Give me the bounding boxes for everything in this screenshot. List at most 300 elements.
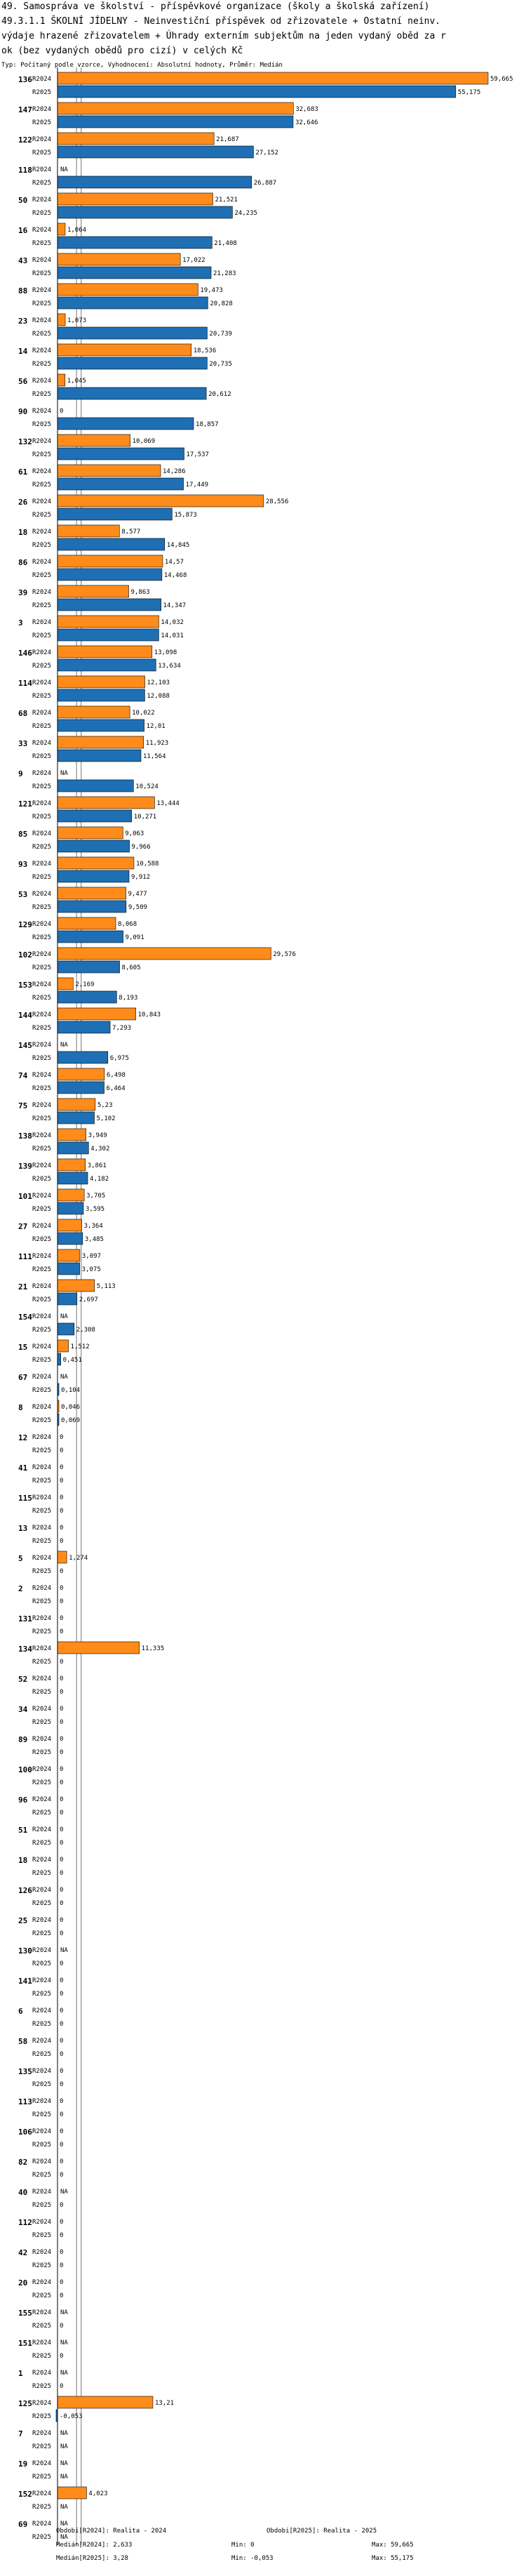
bar-r2025 bbox=[58, 1112, 95, 1124]
series-label: R2024 bbox=[32, 2460, 52, 2467]
value-label: 0,451 bbox=[62, 1357, 82, 1364]
category-label: 42 bbox=[18, 2248, 28, 2257]
max-r2025: Max: 55,175 bbox=[372, 2555, 414, 2562]
series-label: R2024 bbox=[32, 2189, 52, 2196]
bar-r2024 bbox=[58, 72, 488, 84]
value-label: 0 bbox=[60, 1960, 64, 1967]
series-label: R2025 bbox=[32, 150, 52, 157]
bar-r2025 bbox=[58, 659, 156, 671]
value-label: 3,075 bbox=[81, 1266, 101, 1273]
value-label: 29,576 bbox=[273, 951, 296, 958]
series-label: R2025 bbox=[32, 1991, 52, 1998]
series-label: R2025 bbox=[32, 512, 52, 519]
value-label: 8,068 bbox=[118, 921, 137, 928]
value-label: 0 bbox=[60, 1508, 64, 1515]
value-label: 0 bbox=[60, 1719, 64, 1726]
series-label: R2025 bbox=[32, 2021, 52, 2028]
series-label: R2024 bbox=[32, 1223, 52, 1230]
na-label: NA bbox=[60, 2443, 68, 2450]
value-label: 20,735 bbox=[209, 361, 232, 368]
category-label: 134 bbox=[18, 1645, 32, 1654]
value-label: 0 bbox=[60, 1434, 64, 1441]
series-label: R2024 bbox=[32, 166, 52, 173]
series-label: R2025 bbox=[32, 2323, 52, 2330]
series-label: R2025 bbox=[32, 1417, 52, 1424]
value-label: 9,863 bbox=[130, 589, 150, 596]
bar-r2024 bbox=[58, 1642, 140, 1654]
series-label: R2025 bbox=[32, 1447, 52, 1454]
category-label: 122 bbox=[18, 135, 32, 145]
category-label: 100 bbox=[18, 1765, 32, 1774]
category-label: 25 bbox=[18, 1916, 28, 1925]
category-label: 34 bbox=[18, 1705, 28, 1714]
value-label: 0 bbox=[60, 1706, 64, 1713]
series-label: R2025 bbox=[32, 1025, 52, 1032]
value-label: 0 bbox=[60, 1826, 64, 1833]
value-label: 9,063 bbox=[125, 830, 144, 837]
value-label: 4,182 bbox=[90, 1176, 109, 1183]
value-label: 0,069 bbox=[61, 1417, 81, 1424]
category-label: 9 bbox=[18, 769, 23, 778]
bar-r2024 bbox=[58, 223, 65, 235]
na-label: NA bbox=[60, 2521, 68, 2528]
series-label: R2024 bbox=[32, 1585, 52, 1592]
value-label: 14,286 bbox=[163, 468, 186, 475]
value-label: 10,588 bbox=[135, 861, 159, 868]
value-label: 0 bbox=[60, 1447, 64, 1454]
value-label: 26,887 bbox=[253, 180, 277, 187]
series-label: R2024 bbox=[32, 951, 52, 958]
value-label: 6,975 bbox=[109, 1055, 129, 1062]
max-r2024: Max: 59,665 bbox=[372, 2542, 414, 2549]
category-label: 102 bbox=[18, 950, 32, 960]
series-label: R2025 bbox=[32, 1538, 52, 1545]
series-label: R2024 bbox=[32, 861, 52, 868]
bar-r2025 bbox=[58, 448, 184, 460]
value-label: 0 bbox=[60, 2383, 64, 2390]
series-label: R2024 bbox=[32, 1706, 52, 1713]
series-label: R2025 bbox=[32, 934, 52, 941]
bar-r2025 bbox=[58, 1353, 61, 1365]
category-label: 90 bbox=[18, 407, 28, 416]
na-label: NA bbox=[60, 2309, 68, 2316]
bar-r2025 bbox=[58, 267, 211, 279]
series-label: R2024 bbox=[32, 2068, 52, 2075]
bar-r2025 bbox=[58, 146, 253, 158]
series-label: R2024 bbox=[32, 2430, 52, 2437]
series-label: R2025 bbox=[32, 2172, 52, 2179]
category-label: 69 bbox=[18, 2520, 28, 2529]
value-label: 19,473 bbox=[200, 287, 223, 294]
series-label: R2025 bbox=[32, 964, 52, 971]
na-label: NA bbox=[60, 2339, 68, 2346]
category-label: 82 bbox=[18, 2158, 28, 2167]
series-label: R2025 bbox=[32, 602, 52, 609]
series-label: R2025 bbox=[32, 844, 52, 851]
category-label: 89 bbox=[18, 1735, 28, 1744]
value-label: 27,152 bbox=[255, 150, 278, 157]
value-label: 0 bbox=[60, 1857, 64, 1864]
value-label: 14,347 bbox=[163, 602, 187, 609]
bar-r2024 bbox=[58, 706, 130, 718]
series-label: R2024 bbox=[32, 619, 52, 626]
value-label: 2,308 bbox=[76, 1327, 95, 1334]
series-label: R2024 bbox=[32, 2128, 52, 2135]
category-label: 85 bbox=[18, 830, 28, 839]
value-label: 2,169 bbox=[75, 981, 95, 988]
series-label: R2024 bbox=[32, 227, 52, 234]
value-label: 18,536 bbox=[193, 347, 217, 354]
series-label: R2025 bbox=[32, 451, 52, 458]
value-label: 0 bbox=[60, 2323, 64, 2330]
na-label: NA bbox=[60, 1313, 68, 1320]
value-label: 0 bbox=[60, 2007, 64, 2014]
series-label: R2024 bbox=[32, 1887, 52, 1894]
value-label: 10,843 bbox=[137, 1011, 161, 1018]
series-label: R2025 bbox=[32, 210, 52, 217]
bar-r2025 bbox=[58, 719, 144, 731]
bar-r2025 bbox=[58, 870, 129, 882]
series-label: R2025 bbox=[32, 2081, 52, 2088]
category-label: 6 bbox=[18, 2007, 23, 2016]
na-label: NA bbox=[60, 2370, 68, 2377]
na-label: NA bbox=[60, 1374, 68, 1381]
category-label: 53 bbox=[18, 890, 28, 899]
value-label: 0 bbox=[60, 1538, 64, 1545]
series-label: R2024 bbox=[32, 1434, 52, 1441]
category-label: 75 bbox=[18, 1101, 28, 1110]
series-label: R2025 bbox=[32, 180, 52, 187]
value-label: 3,097 bbox=[81, 1253, 101, 1260]
bar-r2024 bbox=[58, 344, 191, 356]
bar-r2024 bbox=[58, 736, 144, 748]
bar-r2025 bbox=[58, 538, 165, 550]
value-label: 15,873 bbox=[174, 512, 197, 519]
category-label: 8 bbox=[18, 1403, 23, 1412]
series-label: R2025 bbox=[32, 1085, 52, 1092]
bar-r2025 bbox=[58, 840, 130, 852]
series-label: R2025 bbox=[32, 1900, 52, 1907]
bar-r2025 bbox=[58, 629, 159, 641]
bar-r2024 bbox=[58, 1159, 86, 1171]
series-label: R2025 bbox=[32, 1176, 52, 1183]
bar-r2024 bbox=[58, 133, 214, 145]
category-label: 15 bbox=[18, 1343, 28, 1352]
category-label: 130 bbox=[18, 1946, 32, 1956]
chart-title-line-2: 49.3.1.1 ŠKOLNÍ JÍDELNY - Neinvestiční příspěvek od zřizovatele + Ostatní neinv. bbox=[1, 16, 441, 27]
category-label: 88 bbox=[18, 286, 28, 296]
series-label: R2025 bbox=[32, 1870, 52, 1877]
series-label: R2024 bbox=[32, 2279, 52, 2286]
series-label: R2025 bbox=[32, 1749, 52, 1756]
series-label: R2024 bbox=[32, 1193, 52, 1200]
series-label: R2024 bbox=[32, 1494, 52, 1501]
value-label: 0 bbox=[60, 2142, 64, 2149]
bar-r2024 bbox=[58, 1098, 95, 1110]
series-label: R2025 bbox=[32, 663, 52, 670]
bar-r2024 bbox=[58, 1129, 86, 1141]
value-label: 59,665 bbox=[490, 76, 513, 83]
series-label: R2025 bbox=[32, 1810, 52, 1817]
bar-r2024 bbox=[58, 857, 134, 869]
category-label: 101 bbox=[18, 1192, 32, 1201]
value-label: 6,464 bbox=[106, 1085, 126, 1092]
value-label: 0 bbox=[60, 1991, 64, 1998]
series-label: R2024 bbox=[32, 2370, 52, 2377]
na-label: NA bbox=[60, 2504, 68, 2511]
series-label: R2024 bbox=[32, 2219, 52, 2226]
series-label: R2025 bbox=[32, 2443, 52, 2450]
na-label: NA bbox=[60, 2534, 68, 2541]
series-label: R2024 bbox=[32, 770, 52, 777]
series-label: R2025 bbox=[32, 1478, 52, 1485]
bar-r2024 bbox=[58, 917, 116, 929]
category-label: 152 bbox=[18, 2490, 32, 2499]
chart-title-line-4: ok (bez vydaných obědů pro cizí) v celých Kč bbox=[1, 46, 243, 56]
bar-r2025 bbox=[58, 599, 161, 611]
category-label: 129 bbox=[18, 920, 32, 929]
category-label: 131 bbox=[18, 1614, 32, 1624]
value-label: 13,21 bbox=[154, 2400, 175, 2407]
category-label: 56 bbox=[18, 377, 28, 386]
value-label: 18,857 bbox=[196, 421, 219, 428]
value-label: 3,595 bbox=[85, 1206, 105, 1213]
na-label: NA bbox=[60, 770, 68, 777]
bar-r2025 bbox=[58, 357, 207, 369]
category-label: 154 bbox=[18, 1313, 32, 1322]
series-label: R2024 bbox=[32, 1464, 52, 1471]
bar-r2025 bbox=[58, 780, 133, 792]
series-label: R2025 bbox=[32, 391, 52, 398]
series-label: R2024 bbox=[32, 891, 52, 898]
value-label: 11,923 bbox=[145, 740, 169, 747]
value-label: 5,23 bbox=[97, 1102, 113, 1109]
value-label: 0 bbox=[60, 2098, 64, 2105]
category-label: 144 bbox=[18, 1011, 32, 1020]
series-label: R2024 bbox=[32, 559, 52, 566]
na-label: NA bbox=[60, 2189, 68, 2196]
value-label: 0 bbox=[60, 2158, 64, 2165]
category-label: 136 bbox=[18, 75, 32, 84]
series-label: R2024 bbox=[32, 1917, 52, 1924]
value-label: 0 bbox=[60, 1887, 64, 1894]
series-label: R2025 bbox=[32, 421, 52, 428]
value-label: 1,073 bbox=[67, 317, 87, 324]
series-label: R2025 bbox=[32, 2202, 52, 2209]
bar-r2025 bbox=[58, 1082, 104, 1094]
bar-r2025 bbox=[58, 1142, 88, 1154]
min-r2025: Min: -0,053 bbox=[231, 2555, 274, 2562]
bar-r2024 bbox=[58, 465, 161, 477]
value-label: 3,485 bbox=[84, 1236, 104, 1243]
bar-r2024 bbox=[58, 646, 152, 658]
category-label: 58 bbox=[18, 2037, 28, 2046]
series-label: R2025 bbox=[32, 1327, 52, 1334]
value-label: 13,444 bbox=[156, 800, 180, 807]
value-label: 0 bbox=[60, 1675, 64, 1682]
value-label: 1,274 bbox=[69, 1555, 88, 1562]
series-label: R2024 bbox=[32, 106, 52, 113]
category-label: 19 bbox=[18, 2459, 28, 2469]
series-label: R2024 bbox=[32, 1132, 52, 1139]
value-label: 21,283 bbox=[213, 270, 236, 277]
value-label: 9,509 bbox=[128, 904, 147, 911]
value-label: 20,739 bbox=[209, 331, 232, 338]
min-r2024: Min: 0 bbox=[231, 2542, 255, 2549]
value-label: 9,966 bbox=[131, 844, 151, 851]
series-label: R2024 bbox=[32, 1162, 52, 1169]
category-label: 40 bbox=[18, 2188, 28, 2197]
series-label: R2025 bbox=[32, 1146, 52, 1153]
series-label: R2024 bbox=[32, 1766, 52, 1773]
category-label: 3 bbox=[18, 618, 23, 628]
value-label: 32,646 bbox=[295, 119, 318, 126]
na-label: NA bbox=[60, 166, 68, 173]
bar-r2024 bbox=[58, 1280, 95, 1292]
series-label: R2025 bbox=[32, 89, 52, 96]
bar-r2025 bbox=[58, 176, 252, 188]
bar-r2024 bbox=[58, 1189, 84, 1201]
category-label: 139 bbox=[18, 1162, 32, 1171]
series-label: R2025 bbox=[32, 874, 52, 881]
category-label: 27 bbox=[18, 1222, 28, 1231]
category-label: 12 bbox=[18, 1433, 28, 1442]
legend-r2025: Obdobi[R2025]: Realita - 2025 bbox=[267, 2528, 377, 2535]
category-label: 118 bbox=[18, 166, 32, 175]
bar-r2024 bbox=[58, 525, 119, 537]
series-label: R2024 bbox=[32, 1826, 52, 1833]
series-label: R2025 bbox=[32, 572, 52, 579]
series-label: R2024 bbox=[32, 408, 52, 415]
series-label: R2024 bbox=[32, 1343, 52, 1350]
value-label: 21,521 bbox=[215, 197, 238, 204]
series-label: R2024 bbox=[32, 1374, 52, 1381]
value-label: 3,705 bbox=[86, 1193, 106, 1200]
bar-r2024 bbox=[58, 948, 271, 960]
value-label: 32,683 bbox=[295, 106, 318, 113]
series-label: R2024 bbox=[32, 1977, 52, 1984]
na-label: NA bbox=[60, 2474, 68, 2481]
value-label: 2,697 bbox=[79, 1296, 98, 1303]
bar-r2024 bbox=[58, 253, 180, 265]
series-label: R2024 bbox=[32, 921, 52, 928]
value-label: -0,053 bbox=[60, 2413, 83, 2420]
value-label: 0 bbox=[60, 1810, 64, 1817]
value-label: 3,949 bbox=[88, 1132, 107, 1139]
series-label: R2024 bbox=[32, 2339, 52, 2346]
bar-r2024 bbox=[58, 585, 128, 597]
series-label: R2025 bbox=[32, 240, 52, 247]
chart-title-line-3: výdaje hrazené zřizovatelem + Úhrady externím subjektům na jeden vydaný oběd za r bbox=[1, 31, 446, 41]
category-label: 125 bbox=[18, 2399, 32, 2408]
series-label: R2024 bbox=[32, 498, 52, 505]
value-label: 8,605 bbox=[121, 964, 141, 971]
value-label: 14,031 bbox=[161, 632, 184, 639]
series-label: R2025 bbox=[32, 1598, 52, 1605]
category-label: 50 bbox=[18, 196, 28, 205]
category-label: 96 bbox=[18, 1795, 28, 1805]
bar-r2025 bbox=[58, 1172, 88, 1184]
series-label: R2025 bbox=[32, 753, 52, 760]
series-label: R2024 bbox=[32, 438, 52, 445]
value-label: 0 bbox=[60, 1525, 64, 1532]
category-label: 23 bbox=[18, 317, 28, 326]
bar-r2025 bbox=[58, 931, 123, 943]
value-label: 0,104 bbox=[61, 1387, 81, 1394]
value-label: 0 bbox=[60, 2068, 64, 2075]
category-label: 18 bbox=[18, 528, 28, 537]
bar-r2025 bbox=[58, 750, 141, 762]
category-label: 121 bbox=[18, 799, 32, 809]
series-label: R2024 bbox=[32, 1796, 52, 1803]
category-label: 145 bbox=[18, 1041, 32, 1050]
category-label: 106 bbox=[18, 2127, 32, 2137]
bar-r2025 bbox=[58, 508, 172, 520]
value-label: 8,193 bbox=[119, 995, 138, 1002]
value-label: 21,408 bbox=[214, 240, 237, 247]
category-label: 132 bbox=[18, 437, 32, 446]
bar-r2024 bbox=[58, 102, 293, 114]
bar-r2025 bbox=[58, 1051, 108, 1063]
series-label: R2025 bbox=[32, 2413, 52, 2420]
series-label: R2024 bbox=[32, 710, 52, 717]
series-label: R2025 bbox=[32, 2142, 52, 2149]
bar-r2025 bbox=[58, 206, 232, 218]
category-label: 33 bbox=[18, 739, 28, 748]
na-label: NA bbox=[60, 2430, 68, 2437]
series-label: R2024 bbox=[32, 287, 52, 294]
value-label: 13,098 bbox=[154, 649, 177, 656]
category-label: 153 bbox=[18, 981, 32, 990]
value-label: 10,271 bbox=[133, 814, 157, 821]
category-label: 155 bbox=[18, 2309, 32, 2318]
series-label: R2025 bbox=[32, 1779, 52, 1786]
category-label: 5 bbox=[18, 1554, 23, 1563]
series-label: R2025 bbox=[32, 1628, 52, 1635]
series-label: R2024 bbox=[32, 1283, 52, 1290]
series-label: R2024 bbox=[32, 1675, 52, 1682]
series-label: R2024 bbox=[32, 740, 52, 747]
bar-r2024 bbox=[58, 314, 65, 326]
bar-r2024 bbox=[58, 374, 65, 386]
bar-r2024 bbox=[58, 434, 130, 446]
series-label: R2024 bbox=[32, 2309, 52, 2316]
category-label: 93 bbox=[18, 860, 28, 869]
series-label: R2024 bbox=[32, 1555, 52, 1562]
value-label: 0 bbox=[60, 2353, 64, 2360]
bar-r2025 bbox=[58, 1233, 83, 1244]
series-label: R2024 bbox=[32, 2490, 52, 2497]
category-label: 135 bbox=[18, 2067, 32, 2076]
category-label: 61 bbox=[18, 467, 28, 477]
series-label: R2025 bbox=[32, 2504, 52, 2511]
bar-r2025 bbox=[58, 478, 184, 490]
value-label: 28,556 bbox=[265, 498, 289, 505]
value-label: 0 bbox=[60, 408, 64, 415]
series-label: R2024 bbox=[32, 1857, 52, 1864]
bar-r2025 bbox=[58, 961, 120, 973]
bar-r2024 bbox=[58, 797, 154, 809]
value-label: 0 bbox=[60, 1917, 64, 1924]
value-label: 24,235 bbox=[234, 210, 257, 217]
series-label: R2024 bbox=[32, 2038, 52, 2045]
series-label: R2024 bbox=[32, 1525, 52, 1532]
bar-r2024 bbox=[58, 978, 73, 990]
bar-r2024 bbox=[58, 2487, 86, 2499]
legend-r2024: Obdobi[R2024]: Realita - 2024 bbox=[56, 2528, 167, 2535]
series-label: R2025 bbox=[32, 814, 52, 821]
series-label: R2024 bbox=[32, 2158, 52, 2165]
